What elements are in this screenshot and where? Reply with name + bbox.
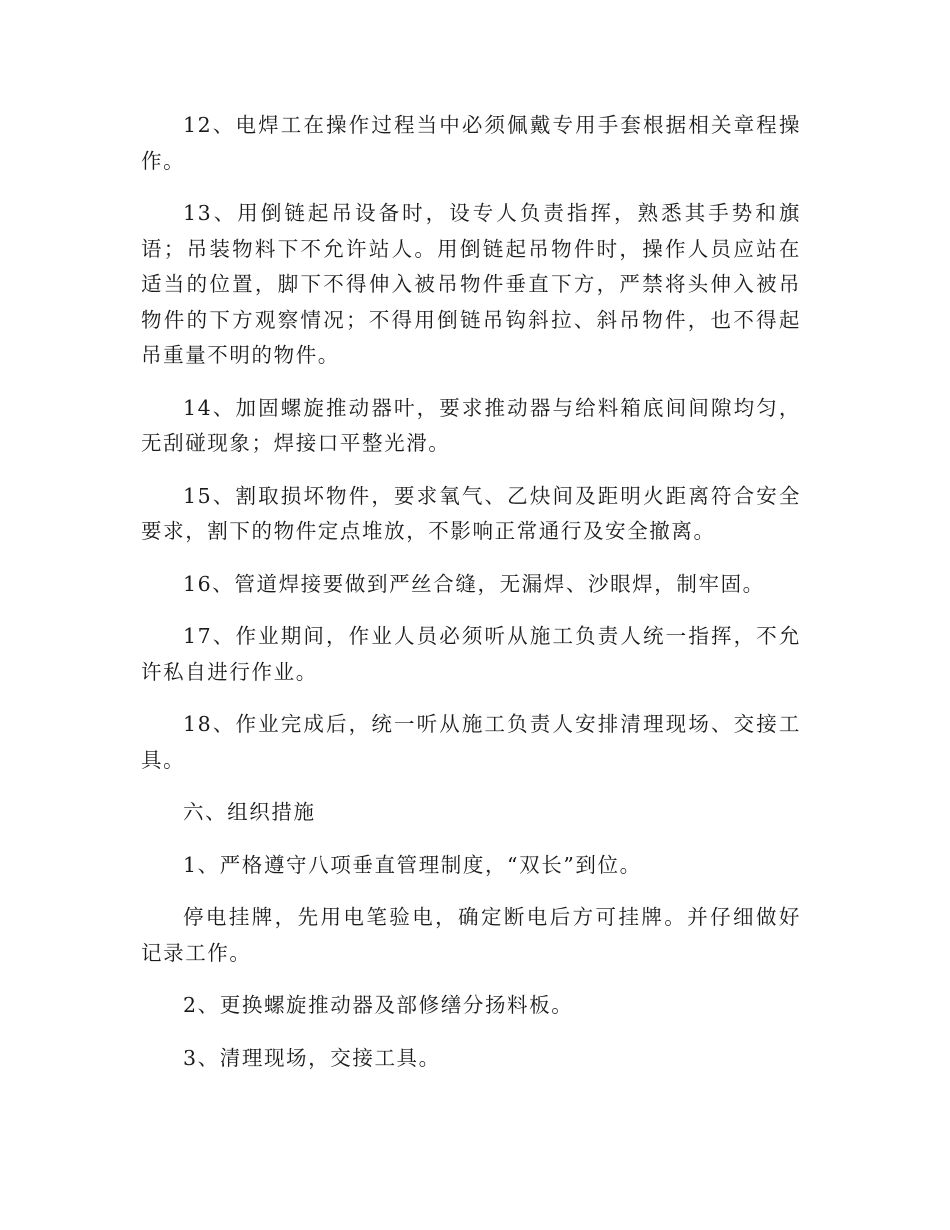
paragraph-item-12: 12、电焊工在操作过程当中必须佩戴专用手套根据相关章程操作。 — [141, 113, 801, 173]
paragraph-item-18: 18、作业完成后，统一听从施工负责人安排清理现场、交接工具。 — [141, 712, 801, 772]
measure-item-1: 1、严格遵守八项垂直管理制度，“双长”到位。 — [183, 852, 642, 877]
paragraph-item-17: 17、作业期间，作业人员必须听从施工负责人统一指挥，不允许私自进行作业。 — [141, 624, 801, 684]
paragraph-item-13: 13、用倒链起吊设备时，设专人负责指挥，熟悉其手势和旗语；吊装物料下不允许站人。用倒链起吊物件时，操作人员应站在适当的位置，脚下不得伸入被吊物件垂直下方，严禁将头伸入被吊物件的下方观察情况；不得用倒链吊钩斜拉、斜吊物件，也不得起吊重量不明的物件。 — [141, 201, 801, 367]
section-heading-organization-measures: 六、组织措施 — [183, 800, 316, 824]
paragraph-item-15: 15、割取损坏物件，要求氧气、乙炔间及距明火距离符合安全要求，割下的物件定点堆放，不影响正常通行及安全撤离。 — [141, 483, 801, 543]
document-body — [141, 108, 801, 1093]
measure-item-2: 2、更换螺旋推动器及部修缮分扬料板。 — [183, 993, 574, 1017]
measure-item-3: 3、清理现场，交接工具。 — [183, 1045, 441, 1070]
paragraph-item-14: 14、加固螺旋推动器叶，要求推动器与给料箱底间间隙均匀，无刮碰现象；焊接口平整光滑。 — [141, 395, 801, 455]
paragraph-item-16: 16、管道焊接要做到严丝合缝，无漏焊、沙眼焊，制牢固。 — [183, 571, 765, 596]
power-off-note: 停电挂牌，先用电笔验电，确定断电后方可挂牌。并仔细做好记录工作。 — [141, 905, 801, 965]
